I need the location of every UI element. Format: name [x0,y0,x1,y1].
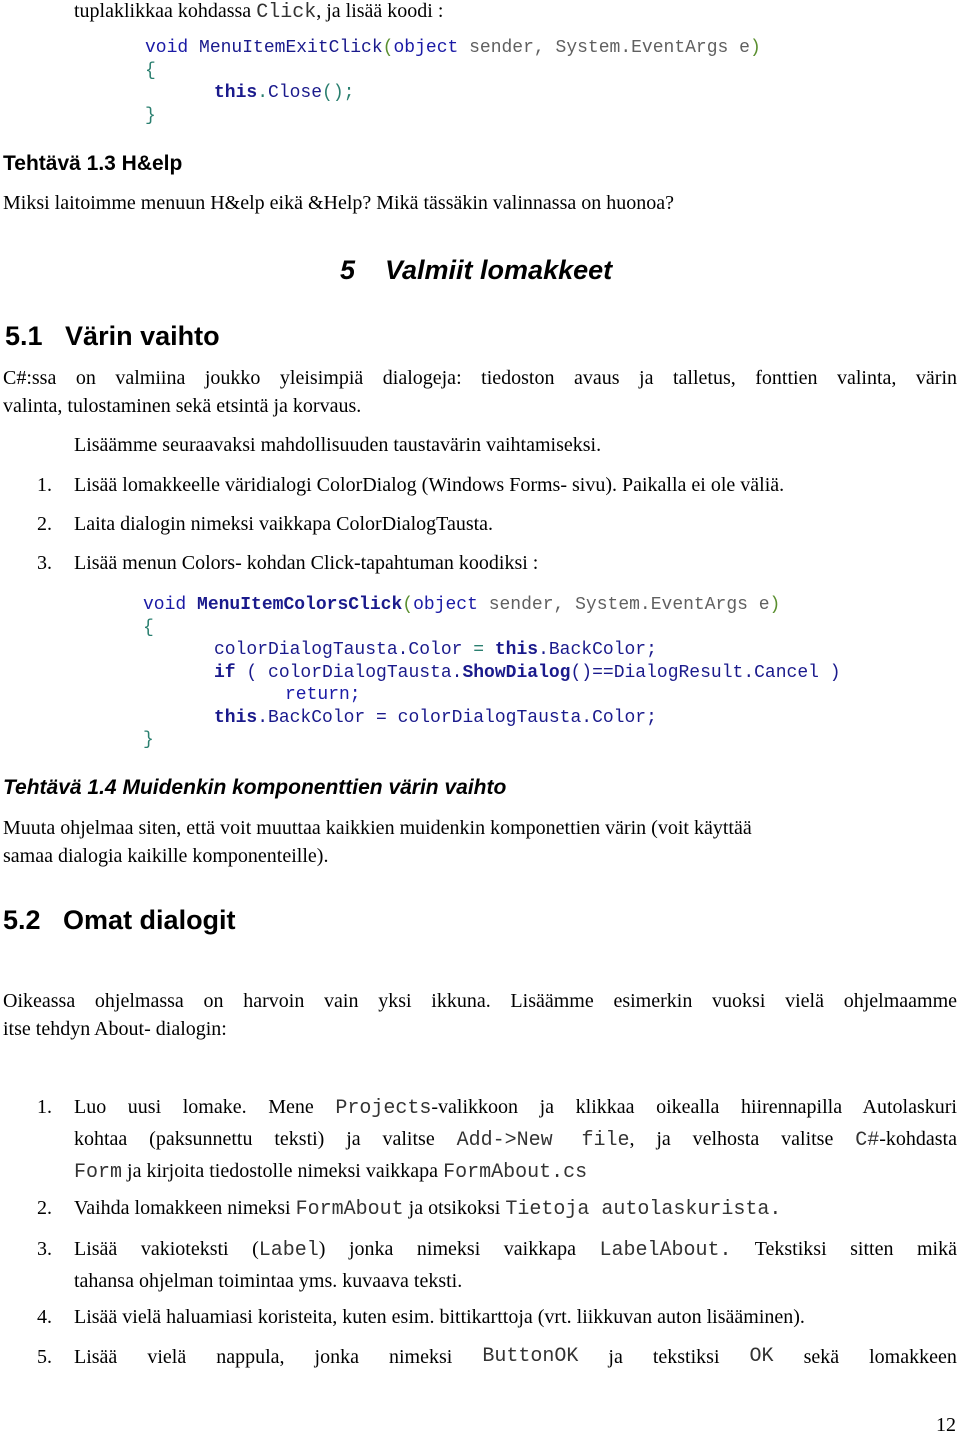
task-14-heading: Tehtävä 1.4 Muidenkin komponenttien värin vaihto [3,776,507,799]
list-text: -valikkoon ja klikkaa oikealla hiirennapilla Autolaskuri [431,1096,957,1118]
code-keyword: object [393,38,459,58]
list-word: nappula, [216,1346,285,1368]
code-line: } [143,730,154,750]
inline-code: FormAbout.cs [443,1161,588,1184]
code-keyword: this [214,708,258,728]
list-word: sekä [803,1346,840,1368]
list-text: Luo uusi lomake. Mene [74,1096,336,1118]
code-punct: ( [402,595,414,615]
list-text: ja otsikoksi [403,1197,506,1219]
list-line: tahansa ohjelman toimintaa yms. kuvaava teksti. [74,1270,463,1292]
paragraph-line: samaa dialogia kaikille komponenteille). [3,845,329,867]
list-number: 1. [37,474,52,496]
code-text: colorDialogTausta.Color [214,640,474,660]
code-text: .BackColor = colorDialogTausta.Color; [257,708,657,728]
list-text: -kohdasta [879,1128,957,1150]
list-line [74,1159,957,1185]
section-51-intro: Lisäämme seuraavaksi mahdollisuuden taustavärin vaihtamiseksi. [74,434,602,456]
list-word: lomakkeen [869,1346,957,1368]
code-keyword: void [145,38,189,58]
task-14-text [3,816,752,868]
list-text: Lisää vakioteksti ( [74,1238,259,1260]
code-identifier: MenuItemColorsClick [197,595,403,615]
list-line [74,1237,957,1263]
code-keyword: if [214,663,236,683]
inline-code: LabelAbout. [599,1239,732,1262]
code-identifier: Close [268,83,323,103]
code-line: } [145,106,156,126]
intro-line [74,0,443,25]
paragraph-line: valinta, tulostaminen sekä etsintä ja korvaus. [3,395,362,417]
paragraph-line: itse tehdyn About- dialogin: [3,1018,227,1040]
list-word: Lisää [74,1346,118,1368]
list-number: 5. [37,1346,52,1368]
list-word: nimeksi [389,1346,453,1368]
code-keyword: object [413,595,478,615]
list-text: Laita dialogin nimeksi vaikkapa ColorDialogTausta. [74,513,494,535]
code-line [145,37,761,59]
code-text: sender, System.EventArgs e [458,38,750,58]
chapter-title: 5 Valmiit lomakkeet [340,255,613,285]
code-line [214,662,841,684]
code-line: { [143,618,154,638]
list-text: Lisää vielä haluamiasi koristeita, kuten esim. bittikarttoja (vrt. liikkuvan auton lisääminen). [74,1306,805,1328]
list-number: 3. [37,1238,52,1260]
code-identifier: ShowDialog [462,663,571,683]
code-line [143,594,780,616]
inline-code: OK [749,1345,774,1368]
list-line [74,1095,957,1121]
code-text: ( colorDialogTausta. [235,663,463,683]
list-text: kohtaa (paksunnettu teksti) ja valitse [74,1128,457,1150]
list-text: Vaihda lomakkeen nimeksi [74,1197,296,1219]
paragraph-line: Muuta ohjelmaa siten, että voit muuttaa kaikkien muidenkin komponettien värin (voit käyttää [3,817,752,839]
list-text: Tekstiksi sitten mikä [731,1238,957,1260]
code-punct: (); [322,83,355,103]
code-text: .BackColor; [538,640,657,660]
code-keyword: void [143,595,187,615]
inline-code: Form [74,1161,123,1184]
list-word: vielä [147,1346,187,1368]
list-line [74,1345,957,1369]
code-line [214,82,354,104]
section-51-title: 5.1 Värin vaihto [5,321,220,351]
list-text: ) jonka nimeksi vaikkapa [318,1238,600,1260]
list-word: jonka [314,1346,359,1368]
intro-code: Click [256,1,317,24]
list-item [0,1237,960,1297]
code-punct: ) [769,595,781,615]
list-number: 4. [37,1306,52,1328]
list-number: 2. [37,513,52,535]
list-text: ja kirjoita tiedostolle nimeksi vaikkapa [122,1160,444,1182]
list-word: tekstiksi [652,1346,720,1368]
code-keyword: this [214,83,258,103]
list-number: 3. [37,552,52,574]
task-13-text: Miksi laitoimme menuun H&elp eikä &Help? Mikä tässäkin valinnassa on huonoa? [3,192,674,214]
code-punct: ) [749,38,761,58]
list-line [74,1127,957,1153]
code-text: ()==DialogResult.Cancel ) [570,663,841,683]
code-line [214,639,657,661]
list-number: 1. [37,1096,52,1118]
code-line: return; [285,685,361,705]
code-punct: = [473,640,485,660]
intro-tail: , ja lisää koodi : [316,0,444,22]
inline-code: ButtonOK [482,1345,579,1368]
code-line [214,707,657,729]
intro-text: tuplaklikkaa kohdassa [74,0,257,22]
list-number: 2. [37,1197,52,1219]
inline-code: Projects [335,1097,432,1120]
list-text: Lisää menun Colors- kohdan Click-tapahtuman koodiksi : [74,552,539,574]
list-text: Lisää lomakkeelle väridialogi ColorDialog (Windows Forms- sivu). Paikalla ei ole väliä. [74,474,785,496]
paragraph-line: C#:ssa on valmiina joukko yleisimpiä dialogeja: tiedoston avaus ja talletus, fonttien valinta, värin [3,367,957,389]
section-52-title: 5.2 Omat dialogit [3,905,236,935]
list-word: ja [608,1346,623,1368]
inline-code: Label [258,1239,319,1262]
section-52-paragraph [3,989,957,1041]
list-line [74,1196,781,1222]
paragraph-line: Oikeassa ohjelmassa on harvoin vain yksi ikkuna. Lisäämme esimerkin vuoksi vielä ohjelmaamme [3,990,957,1012]
list-item [0,1095,960,1185]
inline-code: FormAbout [295,1198,404,1221]
task-13-heading: Tehtävä 1.3 H&elp [3,152,183,175]
code-punct: . [257,83,269,103]
inline-code: C# [855,1129,880,1152]
code-keyword: this [484,640,539,660]
inline-code: Add->New file [456,1129,630,1152]
inline-code: Tietoja autolaskurista. [505,1198,782,1221]
page-number: 12 [936,1414,956,1436]
section-51-paragraph [3,366,957,418]
code-line: { [145,61,156,81]
code-punct: ( [382,38,394,58]
code-text: sender, System.EventArgs e [477,595,770,615]
list-text: , ja velhosta valitse [629,1128,856,1150]
code-identifier: MenuItemExitClick [199,38,383,58]
